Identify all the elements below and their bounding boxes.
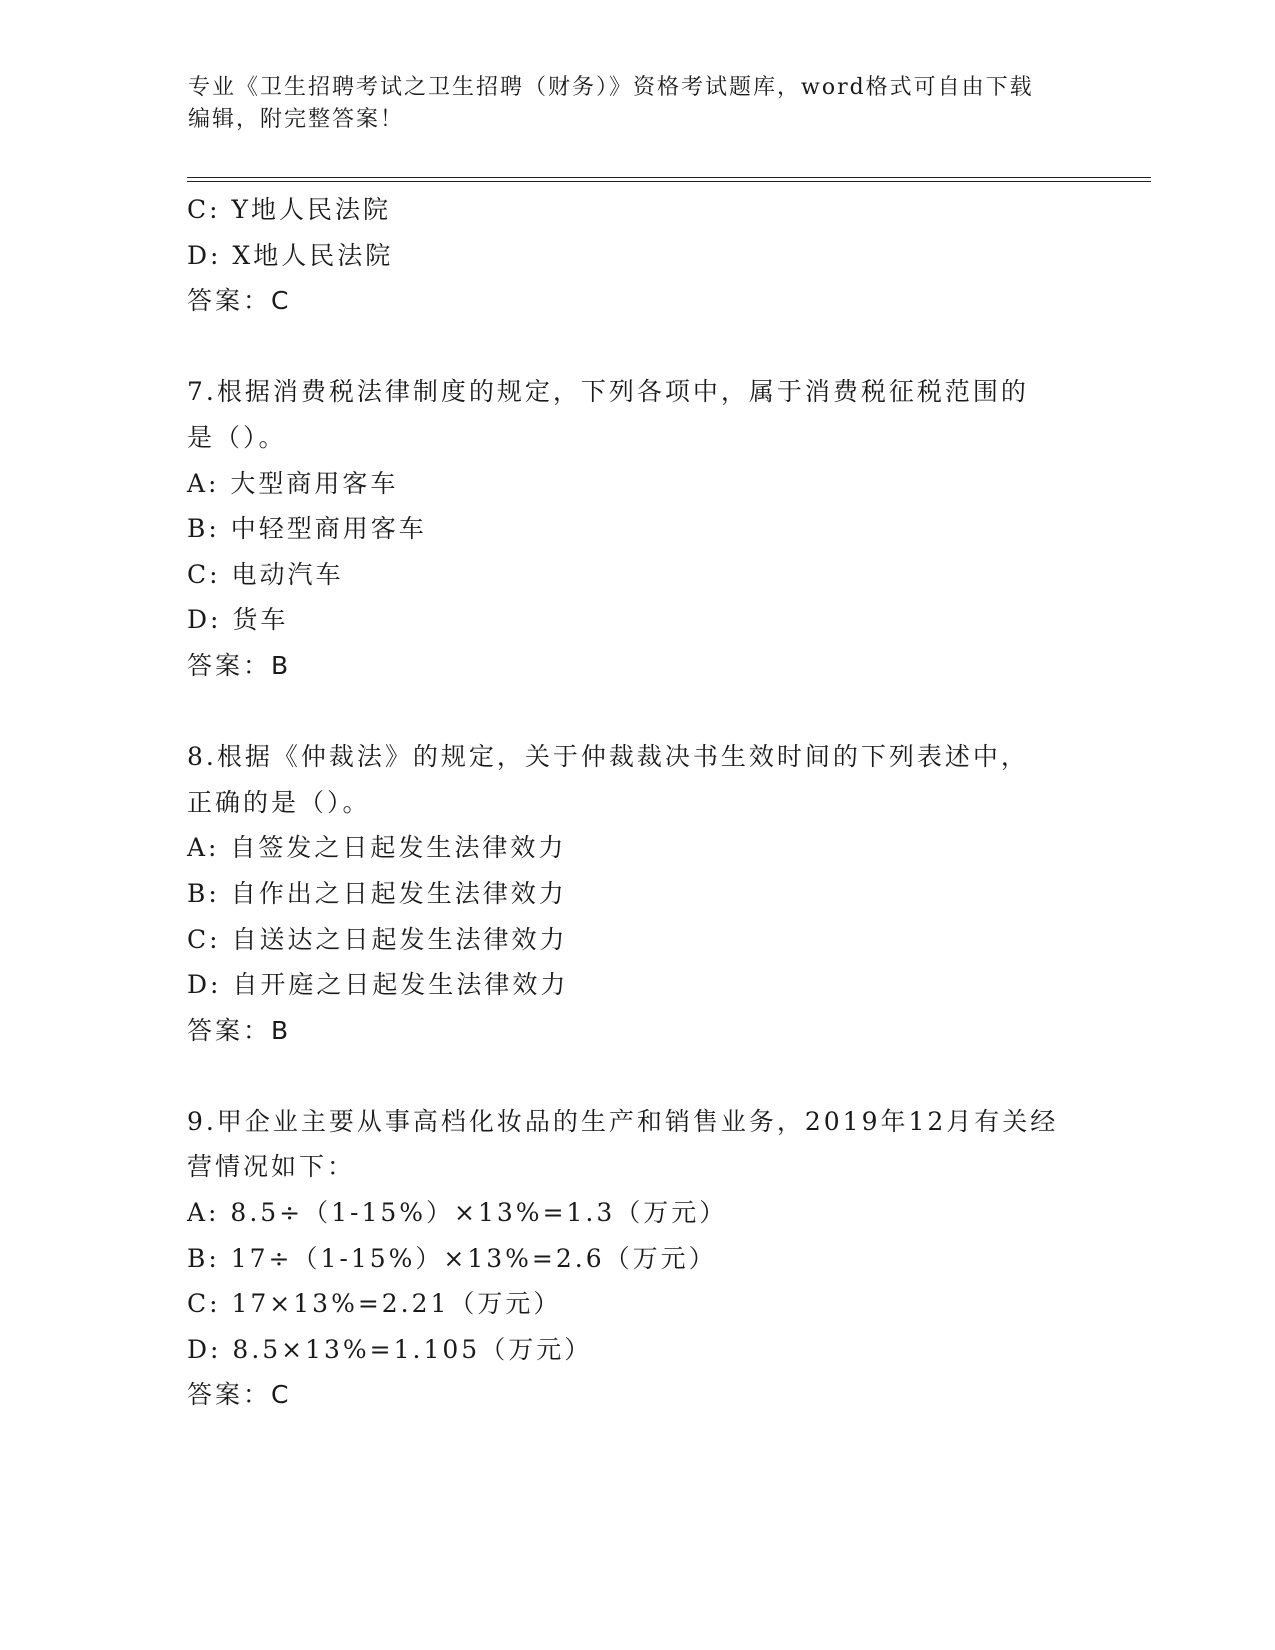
question-stem: 9.甲企业主要从事高档化妆品的生产和销售业务，2019年12月有关经 [187,1106,1059,1136]
option-c: C: 电动汽车 [187,559,344,589]
header-divider-top [187,177,1151,178]
answer-line: 答案：B [187,1015,292,1045]
option-b: B: 中轻型商用客车 [187,514,427,544]
answer-line: 答案：B [187,650,292,680]
option-c: C: 自送达之日起发生法律效力 [187,924,568,954]
option-d: D: X地人民法院 [187,240,394,270]
answer-line: 答案：C [187,1380,292,1410]
header-line-2: 编辑，附完整答案！ [188,107,405,132]
option-b: B: 17÷（1-15%）×13%=2.6（万元） [187,1243,717,1273]
question-stem: 8.根据《仲裁法》的规定，关于仲裁裁决书生效时间的下列表述中， [187,742,1029,772]
option-c: C: Y地人民法院 [187,195,392,224]
question-9 [187,1099,1107,1418]
question-stem-cont: 营情况如下： [187,1152,356,1182]
document-header [188,72,1068,136]
option-b: B: 自作出之日起发生法律效力 [187,878,567,908]
question-8 [187,734,1107,1053]
option-a: A: 大型商用客车 [187,468,399,498]
question-stem-cont: 正确的是（）。 [187,787,371,817]
header-line-1: 专业《卫生招聘考试之卫生招聘（财务）》资格考试题库，word格式可自由下载 [188,75,1034,100]
option-a: A: 自签发之日起发生法律效力 [187,833,567,863]
option-d: D: 货车 [187,605,289,635]
question-stem: 7.根据消费税法律制度的规定，下列各项中，属于消费税征税范围的 [187,377,1029,407]
answer-line: 答案：C [187,286,292,316]
question-list [187,187,1107,1418]
option-a: A: 8.5÷（1-15%）×13%=1.3（万元） [187,1198,728,1228]
option-d: D: 8.5×13%=1.105（万元） [187,1334,593,1364]
question-stem-cont: 是（）。 [187,422,287,452]
header-divider-bottom [187,181,1151,182]
option-d: D: 自开庭之日起发生法律效力 [187,970,569,1000]
question-7 [187,369,1107,688]
option-c: C: 17×13%=2.21（万元） [187,1289,562,1319]
